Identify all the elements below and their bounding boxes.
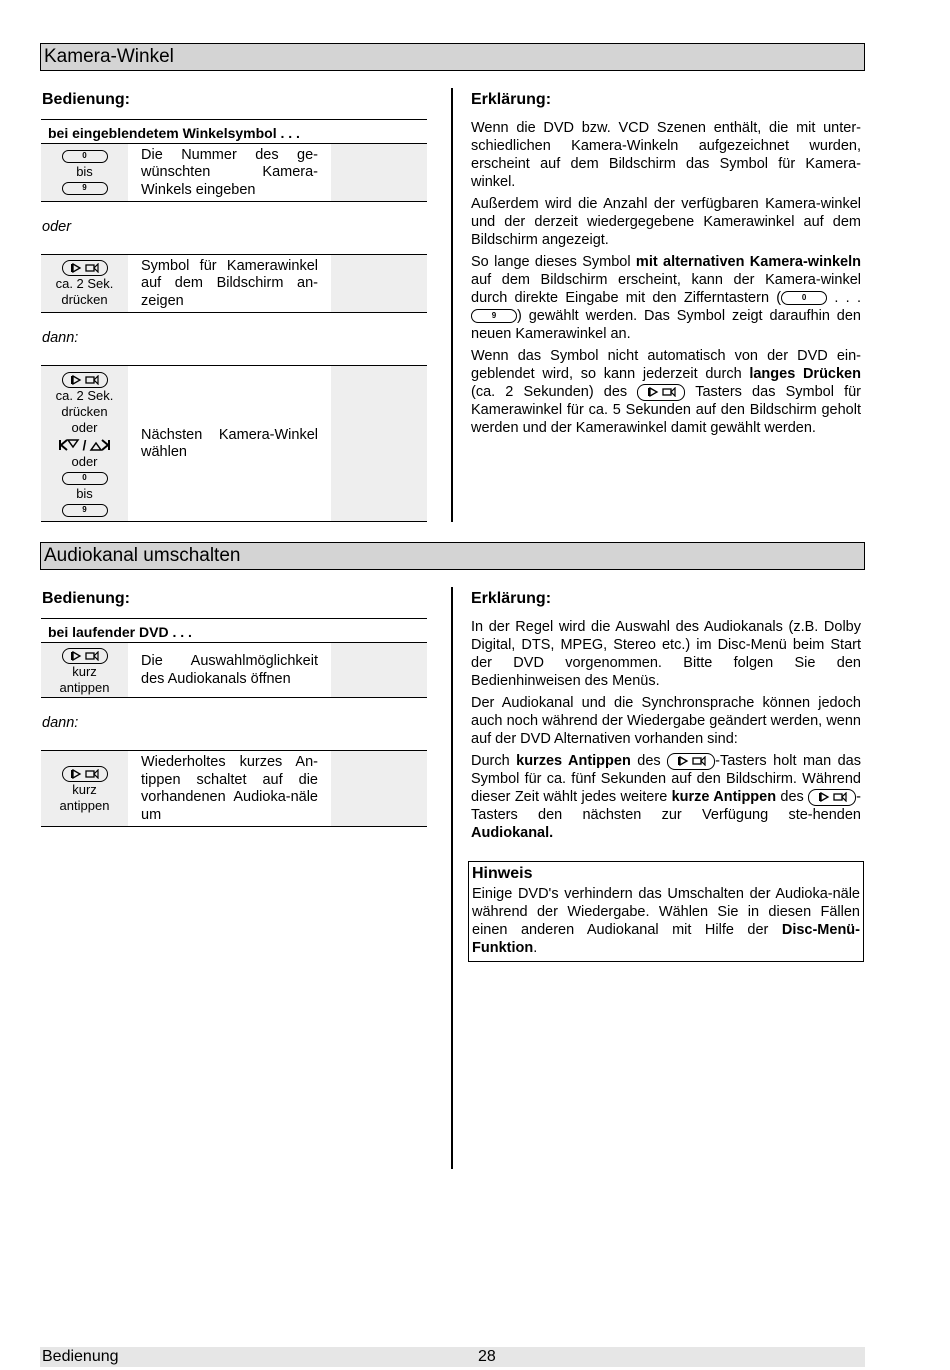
erklaerung-heading: Erklärung: [471,590,552,607]
row-keys [41,255,128,312]
operation-table-audio [41,618,427,698]
key-note: kurz [72,663,97,679]
audio-speaker-key-icon [62,260,108,276]
erklaerung-text-audio [471,618,861,846]
connector-dann: dann: [42,330,79,346]
row-description: Die Nummer des ge-wünschten Kamera-Winkels eingeben [141,146,318,198]
connector-dann: dann: [42,715,79,731]
paragraph: In der Regel wird die Auswahl des Audiokanals (z.B. Dolby Digital, DTS, MPEG, Stereo etc.) im Disc-Menü beim Start der DVD vorgenommen. Bitte folgen Sie den Bedienhinweisen des Menüs. [471,619,861,689]
audio-speaker-key-icon [808,789,856,806]
operation-table-kamera [41,119,427,202]
table-row [41,144,427,202]
key-9-icon: 9 [62,182,108,195]
table-header: bei laufender DVD . . . [41,618,427,643]
paragraph: Durch kurzes Antippen des -Tasters holt man das Symbol für ca. fünf Sekunden auf den Bildschirm. Während dieser Zeit wählt jedes weitere kurze Antippen des -Tasters den nächsten zur Verfügung ste-henden Audiokanal. [471,753,861,841]
row-keys [41,751,128,826]
key-0-icon: 0 [781,291,827,305]
operation-table-kamera-2 [41,254,427,313]
paragraph: Wenn die DVD bzw. VCD Szenen enthält, die mit unter-schiedlichen Kamera-Winkeln aufgezeichnet wurden, erscheint auf dem Bildschirm das Symbol für Kamera-winkel. [471,120,861,190]
key-note: drücken [61,291,108,307]
hinweis-body: Einige DVD's verhindern das Umschalten der Audioka-näle während der Wiedergabe. Wählen Sie in diesen Fällen einen anderen Audiokanal mit Hilfe der Disc-Menü-Funktion. [472,886,860,956]
row-description: Wiederholtes kurzes An-tippen schaltet auf die vorhandenen Audioka-näle um [141,754,318,823]
table-row [41,751,427,827]
operation-table-kamera-3 [41,365,427,522]
paragraph: Wenn das Symbol nicht automatisch von der DVD ein-geblendet wird, so kann jederzeit durch langes Drücken (ca. 2 Sekunden) des Tasters das Symbol für Kamerawinkel für ca. 5 Sekunden auf den Bildschirm geholt werden und der Kamerawinkel damit gewählt werden. [471,348,861,436]
key-9-icon: 9 [471,309,517,323]
section-title-audiokanal: Audiokanal umschalten [40,542,865,570]
audio-speaker-key-icon [62,372,108,388]
paragraph: Der Audiokanal und die Synchronsprache können jedoch auch noch während der Wiedergabe geändert werden, wenn auf der DVD Alternativen vorhanden sind: [471,695,861,747]
table-row [41,255,427,313]
key-range-label: bis [76,164,93,179]
key-note: oder [71,453,98,469]
row-keys [41,144,128,201]
table-row [41,366,427,522]
key-9-icon: 9 [62,504,108,517]
audio-speaker-key-icon [62,766,108,782]
paragraph: So lange dieses Symbol mit alternativen Kamera-winkeln auf dem Bildschirm erscheint, kann der Kamera-winkel durch direkte Eingabe mit den Zifferntastern ( 0 . . . 9 ) gewählt werden. Das Symbol zeigt daraufhin den neuen Kamerawinkel an. [471,254,862,342]
slash-label: / [82,436,87,453]
key-note: drücken [61,403,108,419]
row-keys [41,366,128,521]
key-note: antippen [59,797,110,813]
row-description: Die Auswahlmöglichkeit des Audiokanals öffnen [141,653,318,687]
connector-oder: oder [42,219,72,235]
key-note: ca. 2 Sek. [55,275,114,291]
skip-prev-next-icon [41,436,128,454]
key-note: ca. 2 Sek. [55,387,114,403]
key-note: oder [71,419,98,435]
row-description: Symbol für Kamerawinkel auf dem Bildschirm an-zeigen [141,257,318,309]
audio-speaker-key-icon [667,753,715,770]
hinweis-title: Hinweis [472,865,533,882]
key-note: kurz [72,781,97,797]
key-0-icon: 0 [62,472,108,485]
page-footer [40,1347,865,1367]
bedienung-heading: Bedienung: [42,91,130,108]
audio-speaker-key-icon [62,648,108,664]
erklaerung-heading: Erklärung: [471,91,552,108]
key-0-icon: 0 [62,150,108,163]
column-divider [451,587,453,1169]
footer-label: Bedienung [42,1348,119,1365]
page-number: 28 [478,1348,496,1365]
column-divider [451,88,453,522]
audio-speaker-key-icon [637,384,685,401]
row-description: Nächsten Kamera-Winkel wählen [141,426,318,460]
operation-table-audio-2 [41,750,427,827]
key-range-label: bis [76,485,93,501]
table-header: bei eingeblendetem Winkelsymbol . . . [41,119,427,144]
key-note: antippen [59,679,110,695]
bedienung-heading: Bedienung: [42,590,130,607]
hinweis-box [468,861,864,962]
section-title-kamera-winkel: Kamera-Winkel [40,43,865,71]
row-keys [41,643,128,697]
table-row [41,643,427,698]
erklaerung-text-kamera [471,119,861,441]
paragraph: Außerdem wird die Anzahl der verfügbaren Kamera-winkel und der derzeit wiedergegebene Kamerawinkel auf dem Bildschirm angezeigt. [471,196,861,248]
